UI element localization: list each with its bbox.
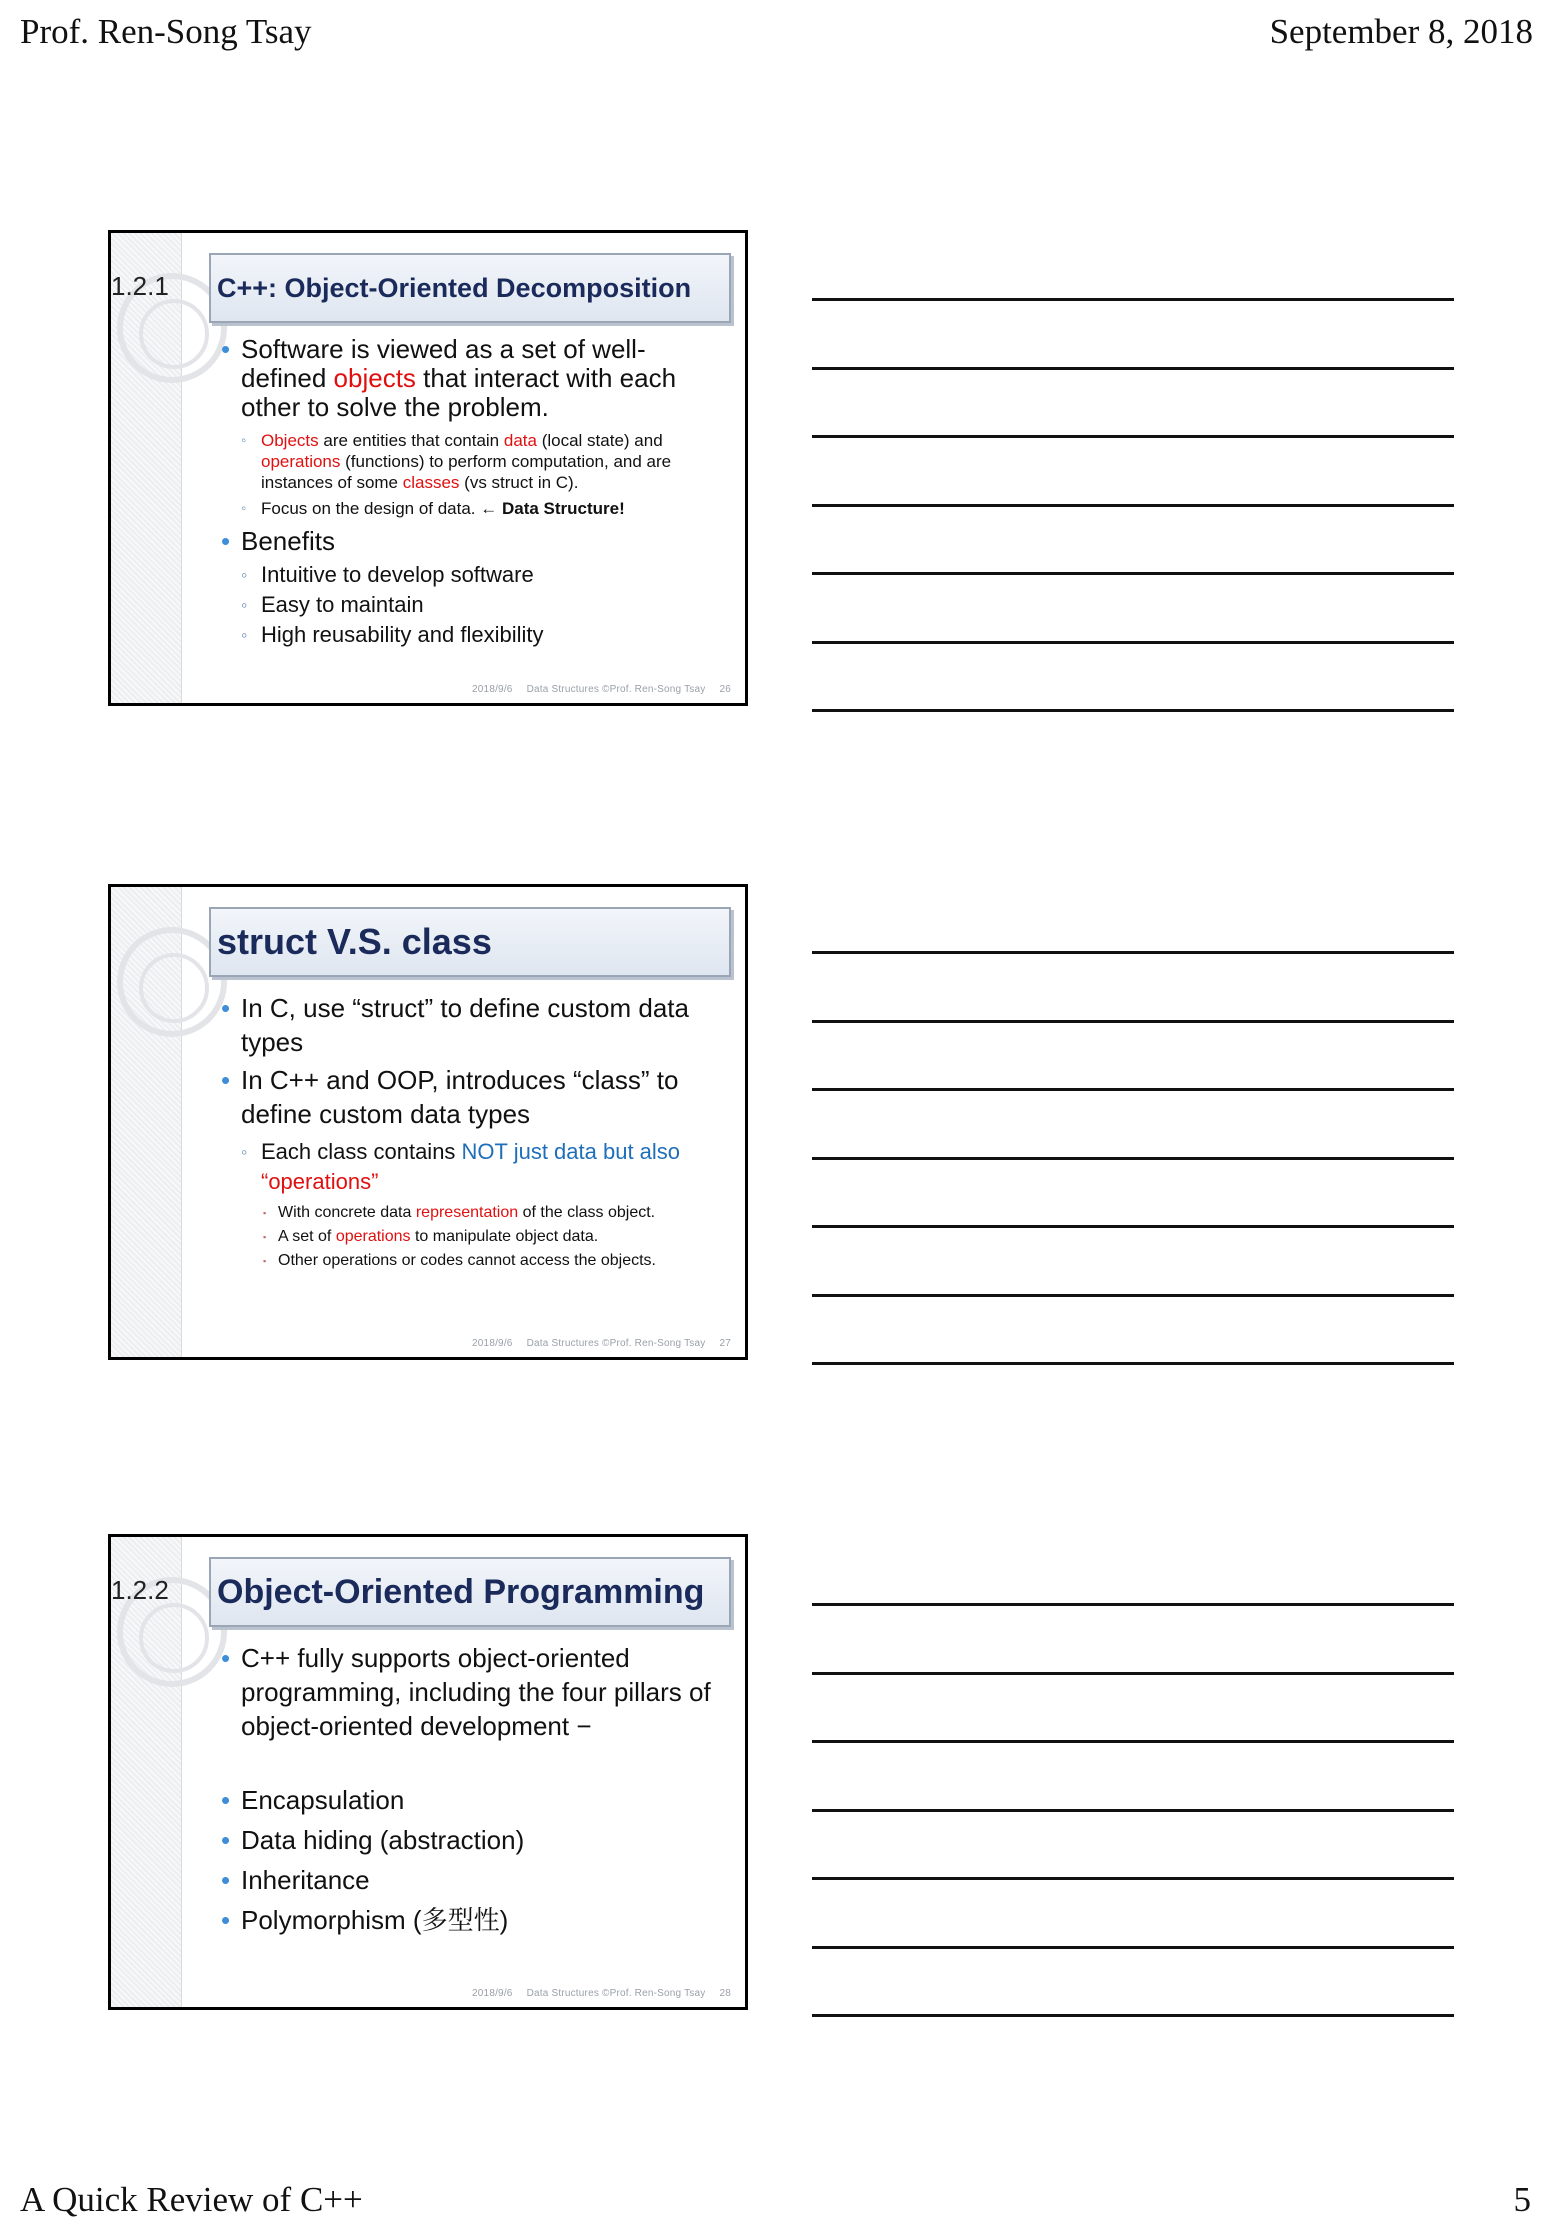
sub-bullet: ◦ Focus on the design of data. ← Data Structure!	[219, 498, 729, 519]
note-line	[812, 2014, 1454, 2017]
footer-page-number: 5	[1513, 2180, 1531, 2219]
slide-footer: 2018/9/6 Data Structures ©Prof. Ren-Song Tsay 28	[472, 1988, 731, 1999]
slide-28	[108, 1534, 748, 2010]
note-line	[812, 1157, 1454, 1160]
header-date: September 8, 2018	[1269, 12, 1533, 51]
slide-title: C++: Object-Oriented Decomposition	[217, 272, 692, 303]
footer-course-title: A Quick Review of C++	[20, 2180, 363, 2219]
slide-content	[219, 1641, 729, 1943]
slide-content	[219, 335, 729, 652]
slide-title-box	[209, 1557, 731, 1627]
slide-title-box	[209, 907, 731, 977]
note-line	[812, 951, 1454, 954]
note-line	[812, 572, 1454, 575]
slide-title-box	[209, 253, 731, 323]
bullet: • Benefits	[219, 527, 729, 556]
note-line	[812, 641, 1454, 644]
note-line	[812, 1020, 1454, 1023]
sub-sub-bullet: ▪ With concrete data representation of the class object.	[219, 1201, 729, 1225]
decorative-ring-inner	[139, 1603, 209, 1673]
slide-side-strip	[111, 887, 182, 1357]
slide-content	[219, 991, 729, 1273]
note-line	[812, 1740, 1454, 1743]
header-author: Prof. Ren-Song Tsay	[20, 12, 312, 51]
note-line	[812, 1809, 1454, 1812]
note-line	[812, 709, 1454, 712]
note-line	[812, 435, 1454, 438]
note-line	[812, 1362, 1454, 1365]
note-line	[812, 367, 1454, 370]
note-line	[812, 1877, 1454, 1880]
slide-footer: 2018/9/6 Data Structures ©Prof. Ren-Song Tsay 26	[472, 684, 731, 695]
slide-title: struct V.S. class	[217, 921, 492, 962]
pillar-item: • Inheritance	[219, 1863, 729, 1897]
bullet: • In C, use “struct” to define custom data types	[219, 991, 729, 1059]
decorative-ring-inner	[139, 299, 209, 369]
slide-side-strip	[111, 1537, 182, 2007]
benefit-item: ◦ Intuitive to develop software	[219, 562, 729, 588]
bullet: • Software is viewed as a set of well-defined objects that interact with each other to solve the problem.	[219, 335, 729, 422]
sub-bullet: ◦ Objects are entities that contain data (local state) and operations (functions) to perform computation, and are instances of some classes (vs struct in C).	[219, 430, 729, 493]
note-line	[812, 1672, 1454, 1675]
slide-section-number: 1.2.1	[111, 271, 169, 301]
note-line	[812, 1946, 1454, 1949]
benefit-item: ◦ High reusability and flexibility	[219, 622, 729, 648]
slide-27	[108, 884, 748, 1360]
benefit-item: ◦ Easy to maintain	[219, 592, 729, 618]
slide-footer: 2018/9/6 Data Structures ©Prof. Ren-Song Tsay 27	[472, 1338, 731, 1349]
note-line	[812, 1088, 1454, 1091]
slide-section-number: 1.2.2	[111, 1575, 169, 1605]
bullet: • In C++ and OOP, introduces “class” to define custom data types	[219, 1063, 729, 1131]
decorative-ring-inner	[139, 953, 209, 1023]
note-line	[812, 504, 1454, 507]
note-line	[812, 1225, 1454, 1228]
slide-title: Object-Oriented Programming	[217, 1572, 705, 1611]
pillar-item: • Encapsulation	[219, 1783, 729, 1817]
bullet: • C++ fully supports object-oriented programming, including the four pillars of object-oriented development −	[219, 1641, 729, 1743]
sub-sub-bullet: ▪ A set of operations to manipulate object data.	[219, 1225, 729, 1249]
pillar-item: • Polymorphism (多型性)	[219, 1903, 729, 1937]
pillar-item: • Data hiding (abstraction)	[219, 1823, 729, 1857]
note-line	[812, 298, 1454, 301]
slide-side-strip	[111, 233, 182, 703]
note-line	[812, 1603, 1454, 1606]
sub-bullet: ◦ Each class contains NOT just data but also “operations”	[219, 1137, 729, 1197]
note-line	[812, 1294, 1454, 1297]
sub-sub-bullet: ▪ Other operations or codes cannot access the objects.	[219, 1249, 729, 1273]
slide-26	[108, 230, 748, 706]
